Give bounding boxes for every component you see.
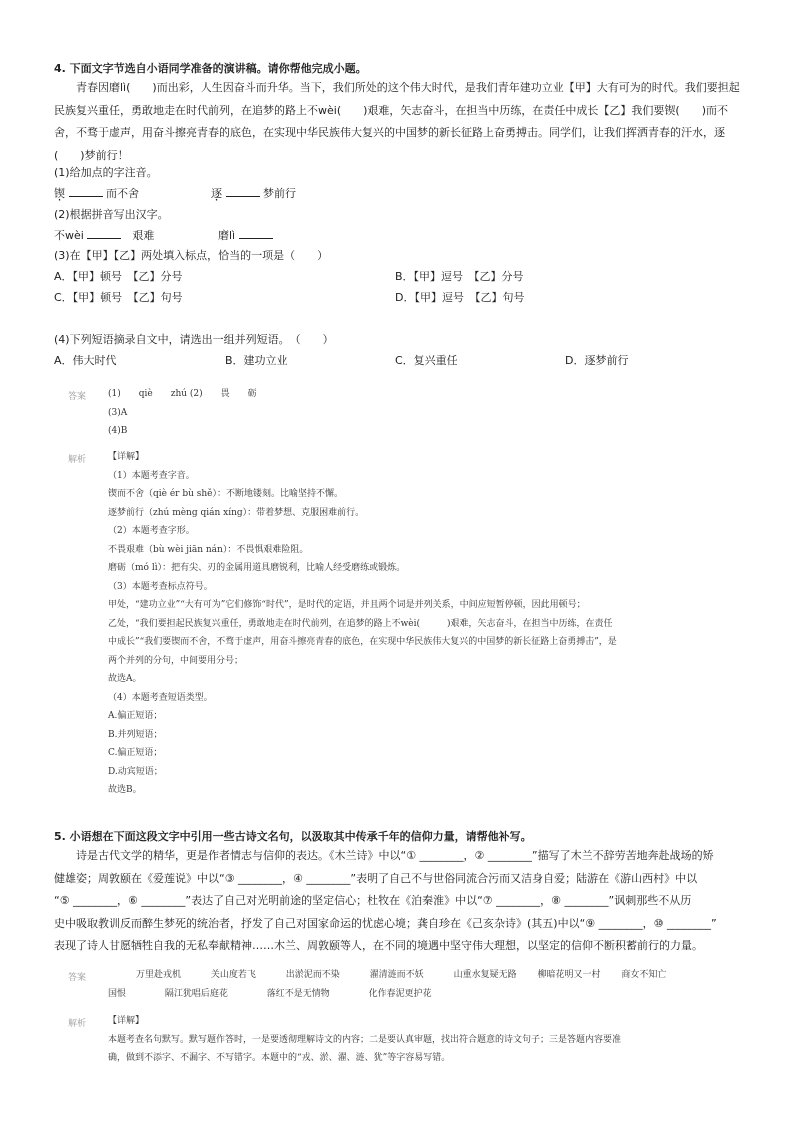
answer-item: 万里赴戎机 xyxy=(136,970,182,980)
explain-line: 故选A。 xyxy=(108,674,142,684)
item-tail: 而不舍 xyxy=(106,187,139,200)
answer-item: 落红不是无情物 xyxy=(266,989,330,999)
explain-line: （3）本题考查标点符号。 xyxy=(108,581,213,592)
answer-item: 商女不知亡 xyxy=(621,970,667,980)
answer-blank[interactable] xyxy=(69,186,103,197)
answer-item: 关山度若飞 xyxy=(210,970,256,980)
answer-item: 山重水复疑无路 xyxy=(453,970,517,980)
option-4b[interactable]: B．建功立业 xyxy=(225,354,288,367)
explain-label: 解析 xyxy=(68,455,87,465)
explain-line: B.并列短语； xyxy=(108,729,163,740)
sub-question-1: (1)给加点的字注音。 xyxy=(54,166,158,179)
explain-line: （4）本题考查短语类型。 xyxy=(108,692,213,703)
answer-item: 国恨 xyxy=(108,989,127,999)
sub-question-4: (4)下列短语摘录自文中，请选出一组并列短语。 （ ） xyxy=(54,333,334,346)
passage-text: 青春因磨lì( )而出彩，人生因奋斗而升华。当下，我们所处的这个伟大时代，是我们青年建功立业【甲】大有可为的时代。我们要担起民族复兴重任，勇敢地走在时代前列，在追梦的路上不wèi( )艰难，矢志奋斗，在担当中历练，在责任中成长【乙】我们要锲( )而不舍，不骛于虚声，用奋斗擦亮青春的底色，在实现中华民族伟大复兴的中国梦的新长征路上奋勇搏击。同学们，让我们挥洒青春的汗水，逐( )梦前行！ xyxy=(54,81,740,162)
sub-question-2-item-b xyxy=(218,227,273,243)
option-3b[interactable]: B．【甲】逗号 【乙】分号 xyxy=(395,270,524,283)
answer-row-2 xyxy=(108,986,432,999)
explain-line: 【详解】 xyxy=(108,452,145,462)
explain-line: 锲而不舍（qiè ér bù shě）：不断地镂刻。比喻坚持不懈。 xyxy=(108,489,343,499)
passage-line: 表现了诗人甘愿牺牲自我的无私奉献精神……木兰、周敦颐等人，在不同的境遇中坚守伟大理想，以坚定的信仰不断积蓄前行的力量。 xyxy=(54,939,703,952)
explain-line: （2）本题考查字形。 xyxy=(108,526,195,536)
explain-line: 本题考查名句默写。默写题作答时，一是要透彻理解诗文的内容；二是要认真审题，找出符合题意的诗文句子；三是答题内容要准 xyxy=(108,1034,622,1045)
explain-line: 故选B。 xyxy=(108,785,142,795)
question-4-passage xyxy=(54,77,744,167)
sub-question-2-item-a xyxy=(54,227,154,243)
option-3c[interactable]: C．【甲】顿号 【乙】句号 xyxy=(54,291,183,304)
option-4a[interactable]: A．伟大时代 xyxy=(54,354,117,367)
answer-item: 柳暗花明又一村 xyxy=(537,970,601,980)
explain-line: D.动宾短语； xyxy=(108,766,163,777)
sub-question-3: (3)在【甲】【乙】两处填入标点，恰当的一项是（ ） xyxy=(54,249,329,262)
passage-line: 史中吸取教训反而醉生梦死的统治者，抒发了自己对国家命运的忧虑心境；龚自珍在《己亥杂诗》(其五)中以“⑨ ________，⑩ ________” xyxy=(54,916,717,930)
pinyin-li: 磨lì xyxy=(218,229,236,242)
answer-item: 濯清涟而不妖 xyxy=(369,970,424,980)
option-3a[interactable]: A．【甲】顿号 【乙】分号 xyxy=(54,270,183,283)
item-tail: 艰难 xyxy=(132,229,155,242)
explain-line: 中成长”“我们要锲而不舍，不骛于虚声，用奋斗擦亮青春的底色，在实现中华民族伟大复兴的中国梦的新长征路上奋勇搏击”，是 xyxy=(108,637,617,647)
explain-line: （1）本题考查字音。 xyxy=(108,470,195,481)
explain-line: 【详解】 xyxy=(108,1016,145,1026)
explain-line: 不畏艰难（bù wèi jiān nán）：不畏惧艰难险阻。 xyxy=(108,544,309,555)
explanation-block-4 xyxy=(108,448,617,800)
option-4d[interactable]: D．逐梦前行 xyxy=(565,354,629,367)
answer-label: 答案 xyxy=(68,392,87,402)
dotted-char-zhu: 逐 xyxy=(211,187,222,200)
answer-item: 出淤泥而不染 xyxy=(285,970,340,980)
sub-question-2: (2)根据拼音写出汉字。 xyxy=(54,208,169,221)
answer-line: (1) qiè zhú (2) 畏 砺 xyxy=(108,389,257,399)
sub-question-1-item-b xyxy=(211,185,296,201)
option-3d[interactable]: D．【甲】逗号 【乙】句号 xyxy=(395,291,525,304)
explain-line: 逐梦前行（zhú mèng qián xíng）：带着梦想、克服困难前行。 xyxy=(108,507,365,518)
item-tail: 梦前行 xyxy=(263,187,296,200)
option-4c[interactable]: C．复兴重任 xyxy=(395,354,458,367)
question-5-title: 5. 小语想在下面这段文字中引用一些古诗文名句，以汲取其中传承千年的信仰力量，请帮他补写。 xyxy=(54,830,532,843)
explain-label: 解析 xyxy=(68,1019,87,1029)
explain-line: 两个并列的分句，中间要用分号； xyxy=(108,655,244,666)
pinyin-wei: 不wèi xyxy=(54,229,84,242)
explain-line: 乙处，“我们要担起民族复兴重任，勇敢地走在时代前列，在追梦的路上不wèi( )艰难，矢志奋斗，在担当中历练，在责任 xyxy=(108,618,613,629)
answer-row-1 xyxy=(136,967,666,980)
explain-line: C.偏正短语； xyxy=(108,748,163,758)
sub-question-1-item-a xyxy=(54,185,139,201)
answer-blank[interactable] xyxy=(226,186,260,197)
explain-line: 甲处，“建功立业”“大有可为”它们修饰“时代”，是时代的定语，并且两个词是并列关系，中间应短暂停顿，因此用顿号； xyxy=(108,600,586,610)
explain-line: A.偏正短语； xyxy=(108,711,163,721)
explanation-block-5 xyxy=(108,1012,621,1068)
passage-line: 诗是古代文学的精华，更是作者情志与信仰的表达。《木兰诗》中以“① ________，② ________”描写了木兰不辞劳苦地奔赴战场的矫 xyxy=(76,849,714,862)
explain-line: 确，做到不添字、不漏字、不写错字。本题中的“戎、淤、濯、涟、犹”等字容易写错。 xyxy=(108,1053,451,1063)
answer-blank[interactable] xyxy=(87,228,121,239)
answer-item: 化作春泥更护花 xyxy=(368,989,432,999)
passage-line: 健雄姿；周敦颐在《爱莲说》中以“③ ________，④ ________”表明了自己不与世俗同流合污而又洁身自爱；陆游在《游山西村》中以 xyxy=(54,871,698,885)
answer-line: (4)B xyxy=(108,426,128,436)
answer-label: 答案 xyxy=(68,973,87,983)
question-4-title: 4. 下面文字节选自小语同学准备的演讲稿。请你帮他完成小题。 xyxy=(54,62,367,75)
question-5-passage xyxy=(54,845,744,958)
answer-blank[interactable] xyxy=(239,228,273,239)
answer-item: 隔江犹唱后庭花 xyxy=(164,989,228,999)
answer-block-4 xyxy=(108,385,257,441)
explain-line: 磨砺（mó lì）：把有尖、刃的金属用道具磨锐利，比喻人经受磨练或锻炼。 xyxy=(108,563,406,573)
answer-line: (3)A xyxy=(108,407,128,418)
passage-line: “⑤ ________，⑥ ________”表达了自己对光明前途的坚定信心；杜牧在《泊秦淮》中以“⑦ ________，⑧ ________”讽刺那些不从历 xyxy=(54,894,692,907)
dotted-char-qie: 锲 xyxy=(54,187,65,200)
